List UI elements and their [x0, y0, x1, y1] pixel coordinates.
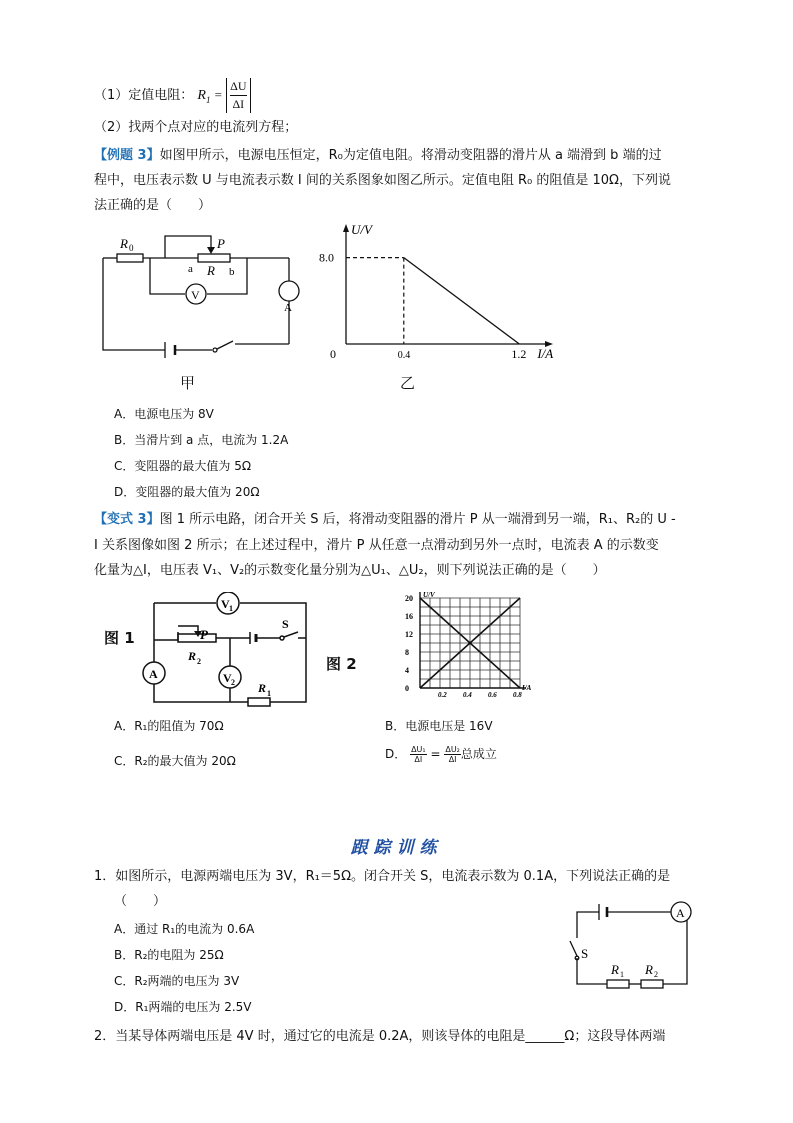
- q1-option-d: D．R₁两端的电压为 2.5V: [114, 1000, 252, 1014]
- tick-label: 0: [330, 347, 336, 361]
- variant3-option-c: C．R₂的最大值为 20Ω: [114, 754, 236, 768]
- graph-yi: [318, 222, 558, 370]
- tick-label: 0: [405, 684, 409, 693]
- tick-label: 1.2: [511, 347, 527, 361]
- ammeter-label: A: [284, 302, 292, 314]
- variant3-option-b: B．电源电压是 16V: [385, 719, 493, 733]
- voltmeter-label: V: [191, 288, 200, 302]
- example3-line2: 程中，电压表示数 U 与电流表示数 I 间的关系图象如图乙所示。定值电阻 R₀ 的阻值是 10Ω，下列说: [94, 173, 671, 188]
- formula-abs-fraction: $\frac{\Delta U}{\Delta I}$: [226, 78, 250, 113]
- formula-line: [94, 78, 251, 113]
- example3-tag: 【例题 3】: [94, 148, 160, 163]
- example3-option-c: C．变阻器的最大值为 5Ω: [114, 459, 251, 473]
- tick-label: 0.4: [463, 691, 472, 699]
- fig1-label: 图 1: [104, 629, 135, 647]
- tick-label: 4: [405, 666, 409, 675]
- circuit-diagram-q1: [565, 898, 695, 994]
- rheostat-label: R: [207, 263, 215, 278]
- tick-label: 0.6: [488, 691, 497, 699]
- switch-s-label: S: [282, 617, 289, 631]
- tick-label: 0.8: [513, 691, 522, 699]
- v2-label: V: [223, 671, 232, 685]
- d-fraction-2: $\frac{\text{ΔU₂}}{\Delta I}$: [445, 745, 460, 764]
- q1-line2: （ ）: [114, 894, 167, 909]
- figure-caption-jia: 甲: [180, 374, 196, 392]
- y-axis-label: U/V: [351, 222, 372, 237]
- q1-r2-label: R: [645, 962, 653, 977]
- q1-switch-label: S: [581, 946, 589, 961]
- q1-r2-sub: 2: [654, 970, 658, 979]
- formula-prefix: （1）定值电阻：: [94, 88, 194, 103]
- figure-caption-yi: 乙: [400, 374, 416, 392]
- variant3-option-d: D． $\frac{\text{ΔU₁}}{\Delta I}$ = $\frac{\text{ΔU₂}}{\Delta I}$ 总成立: [385, 745, 497, 764]
- r1-label: R: [258, 681, 267, 695]
- r1-sub: 1: [267, 689, 271, 698]
- graph-fig2: [402, 590, 540, 702]
- slider-p-label: P: [217, 236, 225, 251]
- example3-option-b: B．当滑片到 a 点，电流为 1.2A: [114, 433, 289, 447]
- q1-line1: 1．如图所示，电源两端电压为 3V，R₁＝5Ω。闭合开关 S，电流表示数为 0.1A，下列说法正确的是: [94, 869, 671, 884]
- x-axis-label: I/A: [522, 684, 532, 692]
- v1-sub: 1: [229, 604, 233, 613]
- example3-line3: 法正确的是（ ）: [94, 198, 212, 213]
- r2-sub: 2: [197, 657, 201, 666]
- example3-option-d: D．变阻器的最大值为 20Ω: [114, 485, 260, 499]
- q2-line1: 2．当某导体两端电压是 4V 时，通过它的电流是 0.2A，则该导体的电阻是______Ω；这段导体两端: [94, 1029, 666, 1044]
- q1-r1-label: R: [611, 962, 619, 977]
- example3-option-a: A．电源电压为 8V: [114, 407, 214, 421]
- r0-sub: 0: [129, 243, 134, 253]
- end-a-label: a: [188, 263, 193, 275]
- tick-label: 0.4: [397, 350, 411, 361]
- fig2-label: 图 2: [326, 655, 357, 673]
- variant3-line1: 【变式 3】图 1 所示电路，闭合开关 S 后，将滑动变阻器的滑片 P 从一端滑到另一端，R₁、R₂的 U -: [94, 512, 676, 527]
- q1-option-a: A．通过 R₁的电流为 0.6A: [114, 922, 255, 936]
- r2-label: R: [188, 649, 197, 663]
- data-line: [404, 258, 520, 344]
- r0-label: R: [120, 236, 128, 251]
- x-axis-label: I/A: [537, 346, 554, 361]
- v1-label: V: [221, 597, 230, 611]
- circuit-diagram-jia: [95, 228, 305, 358]
- fig1-ammeter-label: A: [149, 667, 158, 681]
- variant3-line2: I 关系图像如图 2 所示；在上述过程中，滑片 P 从任意一点滑动到另外一点时，电流表 A 的示数变: [94, 538, 659, 553]
- tick-label: 12: [405, 630, 413, 639]
- example3-line1: 【例题 3】如图甲所示，电源电压恒定，R₀为定值电阻。将滑动变阻器的滑片从 a 端滑到 b 端的过: [94, 148, 662, 163]
- y-axis-label: U/V: [423, 591, 435, 599]
- circuit-diagram-fig1: [140, 592, 320, 714]
- formula-lhs: $R_1$: [197, 88, 211, 105]
- q1-ammeter-label: A: [676, 906, 685, 920]
- variant3-line3: 化量为△I，电压表 V₁、V₂的示数变化量分别为△U₁、△U₂，则下列说法正确的是（ ）: [94, 563, 606, 578]
- q1-option-c: C．R₂两端的电压为 3V: [114, 974, 240, 988]
- q1-option-b: B．R₂的电阻为 25Ω: [114, 948, 224, 962]
- tick-label: 0.2: [438, 691, 447, 699]
- y-axis-arrow: [343, 224, 349, 232]
- variant3-tag: 【变式 3】: [94, 512, 160, 527]
- tick-label: 16: [405, 612, 413, 621]
- practice-heading: 跟踪训练: [350, 838, 443, 858]
- q1-r1-sub: 1: [620, 970, 624, 979]
- v2-sub: 2: [231, 678, 235, 687]
- d-fraction-1: $\frac{\text{ΔU₁}}{\Delta I}$: [411, 745, 426, 764]
- variant3-option-a: A．R₁的阻值为 70Ω: [114, 719, 224, 733]
- tick-label: 8.0: [319, 250, 334, 265]
- tick-label: 20: [405, 594, 413, 603]
- fig1-p-label: P: [200, 627, 208, 642]
- end-b-label: b: [229, 266, 235, 278]
- formula-eq: =: [214, 87, 222, 102]
- intro-item-2: （2）找两个点对应的电流列方程；: [94, 120, 298, 135]
- tick-label: 8: [405, 648, 409, 657]
